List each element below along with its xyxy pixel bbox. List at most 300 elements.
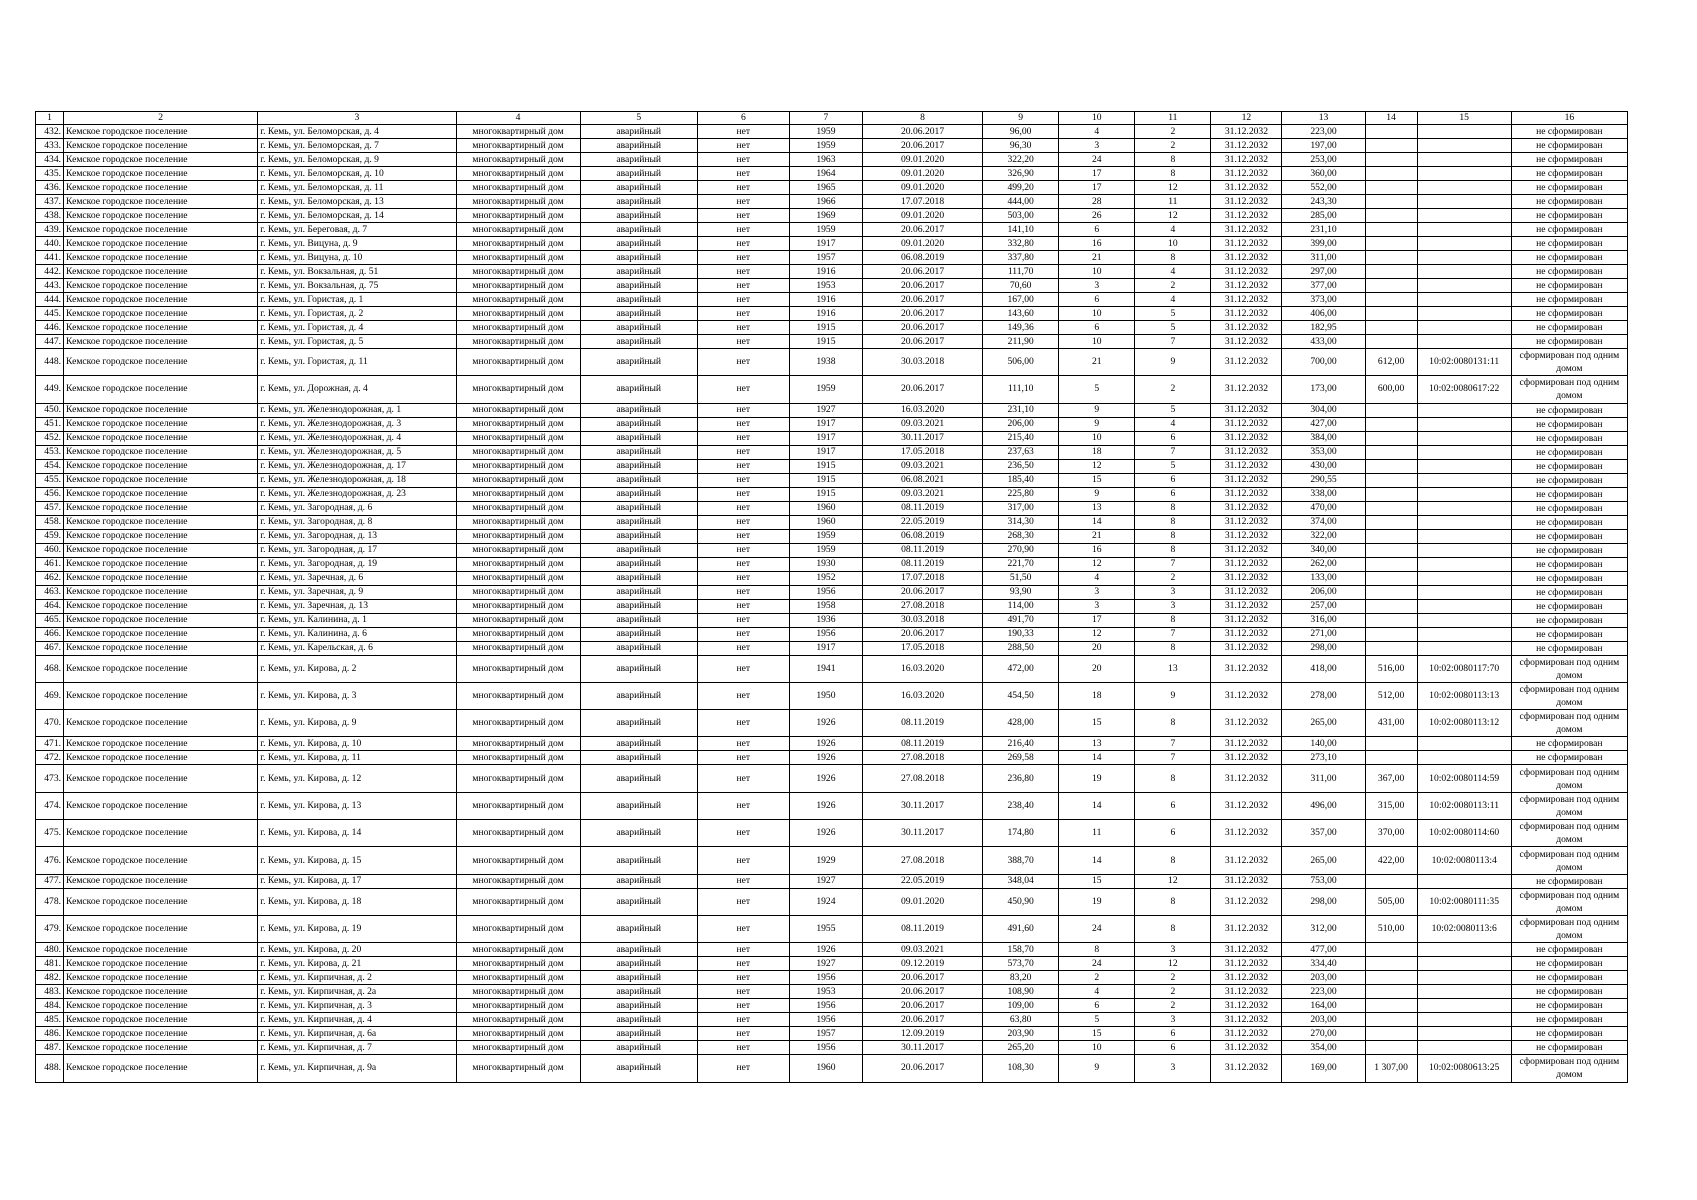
year-built-cell: 1960	[789, 515, 862, 529]
building-type-cell: многоквартирный дом	[456, 1013, 580, 1027]
address-cell: г. Кемь, ул. Кирова, д. 2	[258, 655, 456, 682]
table-row	[36, 1055, 1628, 1082]
cadastral-number-cell	[1417, 167, 1511, 181]
land-plot-status-cell: не сформирован	[1511, 737, 1627, 751]
address-cell: г. Кемь, ул. Железнодорожная, д. 18	[258, 473, 456, 487]
special-status-cell: нет	[697, 153, 789, 167]
building-type-cell: многоквартирный дом	[456, 335, 580, 349]
land-area-cell: 197,00	[1282, 139, 1365, 153]
flats-cell: 7	[1135, 445, 1211, 459]
plot-area-cell	[1365, 515, 1417, 529]
building-type-cell: многоквартирный дом	[456, 599, 580, 613]
land-area-cell: 133,00	[1282, 571, 1365, 585]
plot-area-cell	[1365, 251, 1417, 265]
plot-area-cell	[1365, 1027, 1417, 1041]
plot-area-cell: 510,00	[1365, 915, 1417, 942]
residents-cell: 11	[1059, 820, 1135, 847]
condition-cell: аварийный	[580, 223, 697, 237]
condition-cell: аварийный	[580, 985, 697, 999]
building-type-cell: многоквартирный дом	[456, 529, 580, 543]
recognition-date-cell: 27.08.2018	[862, 765, 982, 792]
municipality-cell: Кемское городское поселение	[64, 251, 258, 265]
residents-cell: 21	[1059, 349, 1135, 376]
row-number-cell: 478.	[36, 888, 64, 915]
land-area-cell: 290,55	[1282, 473, 1365, 487]
cadastral-number-cell: 10:02:0080114:60	[1417, 820, 1511, 847]
relocation-deadline-cell: 31.12.2032	[1211, 543, 1282, 557]
condition-cell: аварийный	[580, 431, 697, 445]
cadastral-number-cell: 10:02:0080113:13	[1417, 682, 1511, 709]
table-row	[36, 599, 1628, 613]
recognition-date-cell: 09.01.2020	[862, 153, 982, 167]
cadastral-number-cell	[1417, 613, 1511, 627]
building-type-cell: многоквартирный дом	[456, 1055, 580, 1082]
special-status-cell: нет	[697, 1027, 789, 1041]
land-plot-status-cell: не сформирован	[1511, 459, 1627, 473]
municipality-cell: Кемское городское поселение	[64, 125, 258, 139]
row-number-cell: 468.	[36, 655, 64, 682]
land-plot-status-cell: не сформирован	[1511, 1041, 1627, 1055]
relocation-deadline-cell: 31.12.2032	[1211, 167, 1282, 181]
cadastral-number-cell	[1417, 599, 1511, 613]
special-status-cell: нет	[697, 999, 789, 1013]
address-cell: г. Кемь, ул. Кирпичная, д. 2	[258, 971, 456, 985]
row-number-cell: 457.	[36, 501, 64, 515]
relocation-deadline-cell: 31.12.2032	[1211, 1027, 1282, 1041]
special-status-cell: нет	[697, 820, 789, 847]
row-number-cell: 473.	[36, 765, 64, 792]
land-area-cell: 399,00	[1282, 237, 1365, 251]
table-row	[36, 473, 1628, 487]
residents-cell: 3	[1059, 139, 1135, 153]
flats-cell: 2	[1135, 376, 1211, 403]
table-row	[36, 223, 1628, 237]
year-built-cell: 1957	[789, 1027, 862, 1041]
residents-cell: 20	[1059, 655, 1135, 682]
land-plot-status-cell: сформирован под одним домом	[1511, 655, 1627, 682]
year-built-cell: 1915	[789, 487, 862, 501]
land-area-cell: 169,00	[1282, 1055, 1365, 1082]
table-row	[36, 792, 1628, 819]
condition-cell: аварийный	[580, 543, 697, 557]
table-row	[36, 251, 1628, 265]
recognition-date-cell: 20.06.2017	[862, 627, 982, 641]
land-area-cell: 206,00	[1282, 585, 1365, 599]
building-type-cell: многоквартирный дом	[456, 985, 580, 999]
land-plot-status-cell: не сформирован	[1511, 1027, 1627, 1041]
total-area-cell: 265,20	[983, 1041, 1059, 1055]
building-type-cell: многоквартирный дом	[456, 403, 580, 417]
residents-cell: 12	[1059, 627, 1135, 641]
building-type-cell: многоквартирный дом	[456, 571, 580, 585]
flats-cell: 8	[1135, 915, 1211, 942]
column-header-residents: 10	[1059, 112, 1135, 125]
residents-cell: 6	[1059, 223, 1135, 237]
recognition-date-cell: 30.11.2017	[862, 431, 982, 445]
cadastral-number-cell	[1417, 999, 1511, 1013]
year-built-cell: 1953	[789, 985, 862, 999]
total-area-cell: 236,50	[983, 459, 1059, 473]
year-built-cell: 1941	[789, 655, 862, 682]
condition-cell: аварийный	[580, 571, 697, 585]
residents-cell: 9	[1059, 487, 1135, 501]
address-cell: г. Кемь, ул. Железнодорожная, д. 3	[258, 417, 456, 431]
building-type-cell: многоквартирный дом	[456, 737, 580, 751]
municipality-cell: Кемское городское поселение	[64, 682, 258, 709]
flats-cell: 7	[1135, 751, 1211, 765]
relocation-deadline-cell: 31.12.2032	[1211, 335, 1282, 349]
table-row	[36, 888, 1628, 915]
total-area-cell: 108,90	[983, 985, 1059, 999]
table-row	[36, 943, 1628, 957]
municipality-cell: Кемское городское поселение	[64, 820, 258, 847]
relocation-deadline-cell: 31.12.2032	[1211, 765, 1282, 792]
year-built-cell: 1965	[789, 181, 862, 195]
year-built-cell: 1926	[789, 710, 862, 737]
total-area-cell: 472,00	[983, 655, 1059, 682]
land-area-cell: 304,00	[1282, 403, 1365, 417]
row-number-cell: 447.	[36, 335, 64, 349]
land-area-cell: 203,00	[1282, 971, 1365, 985]
land-plot-status-cell: не сформирован	[1511, 237, 1627, 251]
plot-area-cell: 422,00	[1365, 847, 1417, 874]
condition-cell: аварийный	[580, 874, 697, 888]
flats-cell: 6	[1135, 431, 1211, 445]
year-built-cell: 1959	[789, 529, 862, 543]
land-plot-status-cell: не сформирован	[1511, 279, 1627, 293]
flats-cell: 9	[1135, 349, 1211, 376]
total-area-cell: 491,60	[983, 915, 1059, 942]
plot-area-cell	[1365, 627, 1417, 641]
municipality-cell: Кемское городское поселение	[64, 515, 258, 529]
special-status-cell: нет	[697, 1041, 789, 1055]
relocation-deadline-cell: 31.12.2032	[1211, 1055, 1282, 1082]
year-built-cell: 1915	[789, 459, 862, 473]
row-number-cell: 471.	[36, 737, 64, 751]
year-built-cell: 1938	[789, 349, 862, 376]
special-status-cell: нет	[697, 710, 789, 737]
flats-cell: 12	[1135, 874, 1211, 888]
municipality-cell: Кемское городское поселение	[64, 209, 258, 223]
year-built-cell: 1917	[789, 641, 862, 655]
total-area-cell: 190,33	[983, 627, 1059, 641]
year-built-cell: 1917	[789, 445, 862, 459]
row-number-cell: 458.	[36, 515, 64, 529]
residents-cell: 2	[1059, 971, 1135, 985]
year-built-cell: 1936	[789, 613, 862, 627]
relocation-deadline-cell: 31.12.2032	[1211, 751, 1282, 765]
recognition-date-cell: 20.06.2017	[862, 335, 982, 349]
table-row	[36, 957, 1628, 971]
relocation-deadline-cell: 31.12.2032	[1211, 487, 1282, 501]
land-plot-status-cell: не сформирован	[1511, 223, 1627, 237]
land-plot-status-cell: не сформирован	[1511, 999, 1627, 1013]
special-status-cell: нет	[697, 971, 789, 985]
cadastral-number-cell	[1417, 641, 1511, 655]
year-built-cell: 1917	[789, 431, 862, 445]
address-cell: г. Кемь, ул. Железнодорожная, д. 5	[258, 445, 456, 459]
table-row	[36, 585, 1628, 599]
land-area-cell: 322,00	[1282, 529, 1365, 543]
condition-cell: аварийный	[580, 153, 697, 167]
special-status-cell: нет	[697, 627, 789, 641]
address-cell: г. Кемь, ул. Железнодорожная, д. 4	[258, 431, 456, 445]
building-type-cell: многоквартирный дом	[456, 125, 580, 139]
special-status-cell: нет	[697, 473, 789, 487]
relocation-deadline-cell: 31.12.2032	[1211, 888, 1282, 915]
land-plot-status-cell: сформирован под одним домом	[1511, 349, 1627, 376]
flats-cell: 8	[1135, 529, 1211, 543]
relocation-deadline-cell: 31.12.2032	[1211, 459, 1282, 473]
recognition-date-cell: 08.11.2019	[862, 557, 982, 571]
land-area-cell: 223,00	[1282, 985, 1365, 999]
residents-cell: 5	[1059, 376, 1135, 403]
year-built-cell: 1953	[789, 279, 862, 293]
address-cell: г. Кемь, ул. Загородная, д. 6	[258, 501, 456, 515]
year-built-cell: 1927	[789, 874, 862, 888]
condition-cell: аварийный	[580, 139, 697, 153]
recognition-date-cell: 20.06.2017	[862, 999, 982, 1013]
special-status-cell: нет	[697, 209, 789, 223]
relocation-deadline-cell: 31.12.2032	[1211, 139, 1282, 153]
table-row	[36, 529, 1628, 543]
special-status-cell: нет	[697, 957, 789, 971]
residents-cell: 10	[1059, 335, 1135, 349]
land-area-cell: 340,00	[1282, 543, 1365, 557]
condition-cell: аварийный	[580, 125, 697, 139]
condition-cell: аварийный	[580, 765, 697, 792]
municipality-cell: Кемское городское поселение	[64, 293, 258, 307]
relocation-deadline-cell: 31.12.2032	[1211, 682, 1282, 709]
year-built-cell: 1959	[789, 543, 862, 557]
total-area-cell: 111,10	[983, 376, 1059, 403]
year-built-cell: 1959	[789, 223, 862, 237]
land-area-cell: 265,00	[1282, 847, 1365, 874]
plot-area-cell	[1365, 985, 1417, 999]
land-area-cell: 257,00	[1282, 599, 1365, 613]
land-area-cell: 700,00	[1282, 349, 1365, 376]
condition-cell: аварийный	[580, 487, 697, 501]
flats-cell: 2	[1135, 279, 1211, 293]
total-area-cell: 93,90	[983, 585, 1059, 599]
land-plot-status-cell: не сформирован	[1511, 627, 1627, 641]
total-area-cell: 114,00	[983, 599, 1059, 613]
building-type-cell: многоквартирный дом	[456, 820, 580, 847]
land-plot-status-cell: не сформирован	[1511, 473, 1627, 487]
land-plot-status-cell: сформирован под одним домом	[1511, 1055, 1627, 1082]
plot-area-cell	[1365, 571, 1417, 585]
relocation-deadline-cell: 31.12.2032	[1211, 641, 1282, 655]
residents-cell: 28	[1059, 195, 1135, 209]
address-cell: г. Кемь, ул. Кирпичная, д. 4	[258, 1013, 456, 1027]
municipality-cell: Кемское городское поселение	[64, 139, 258, 153]
cadastral-number-cell	[1417, 125, 1511, 139]
relocation-deadline-cell: 31.12.2032	[1211, 943, 1282, 957]
plot-area-cell	[1365, 167, 1417, 181]
total-area-cell: 174,80	[983, 820, 1059, 847]
row-number-cell: 459.	[36, 529, 64, 543]
condition-cell: аварийный	[580, 585, 697, 599]
row-number-cell: 488.	[36, 1055, 64, 1082]
plot-area-cell	[1365, 125, 1417, 139]
table-header-row	[36, 112, 1628, 125]
municipality-cell: Кемское городское поселение	[64, 627, 258, 641]
cadastral-number-cell	[1417, 223, 1511, 237]
relocation-deadline-cell: 31.12.2032	[1211, 585, 1282, 599]
municipality-cell: Кемское городское поселение	[64, 376, 258, 403]
year-built-cell: 1956	[789, 1041, 862, 1055]
residents-cell: 20	[1059, 641, 1135, 655]
residents-cell: 15	[1059, 473, 1135, 487]
special-status-cell: нет	[697, 223, 789, 237]
flats-cell: 8	[1135, 613, 1211, 627]
residents-cell: 24	[1059, 153, 1135, 167]
total-area-cell: 141,10	[983, 223, 1059, 237]
residents-cell: 14	[1059, 515, 1135, 529]
address-cell: г. Кемь, ул. Железнодорожная, д. 1	[258, 403, 456, 417]
relocation-deadline-cell: 31.12.2032	[1211, 1013, 1282, 1027]
plot-area-cell	[1365, 209, 1417, 223]
land-area-cell: 231,10	[1282, 223, 1365, 237]
relocation-deadline-cell: 31.12.2032	[1211, 571, 1282, 585]
special-status-cell: нет	[697, 181, 789, 195]
address-cell: г. Кемь, ул. Беломорская, д. 14	[258, 209, 456, 223]
total-area-cell: 491,70	[983, 613, 1059, 627]
total-area-cell: 211,90	[983, 335, 1059, 349]
residents-cell: 16	[1059, 237, 1135, 251]
plot-area-cell	[1365, 237, 1417, 251]
cadastral-number-cell	[1417, 265, 1511, 279]
plot-area-cell: 516,00	[1365, 655, 1417, 682]
table-row	[36, 139, 1628, 153]
building-type-cell: многоквартирный дом	[456, 153, 580, 167]
recognition-date-cell: 09.03.2021	[862, 943, 982, 957]
condition-cell: аварийный	[580, 682, 697, 709]
row-number-cell: 463.	[36, 585, 64, 599]
address-cell: г. Кемь, ул. Кирова, д. 18	[258, 888, 456, 915]
plot-area-cell	[1365, 459, 1417, 473]
land-plot-status-cell: не сформирован	[1511, 529, 1627, 543]
relocation-deadline-cell: 31.12.2032	[1211, 971, 1282, 985]
address-cell: г. Кемь, ул. Вокзальная, д. 51	[258, 265, 456, 279]
flats-cell: 2	[1135, 971, 1211, 985]
plot-area-cell	[1365, 543, 1417, 557]
year-built-cell: 1956	[789, 627, 862, 641]
cadastral-number-cell: 10:02:0080113:12	[1417, 710, 1511, 737]
address-cell: г. Кемь, ул. Кирова, д. 14	[258, 820, 456, 847]
municipality-cell: Кемское городское поселение	[64, 167, 258, 181]
row-number-cell: 451.	[36, 417, 64, 431]
total-area-cell: 268,30	[983, 529, 1059, 543]
table-row	[36, 737, 1628, 751]
land-area-cell: 298,00	[1282, 888, 1365, 915]
plot-area-cell	[1365, 223, 1417, 237]
table-row	[36, 265, 1628, 279]
municipality-cell: Кемское городское поселение	[64, 403, 258, 417]
municipality-cell: Кемское городское поселение	[64, 585, 258, 599]
relocation-deadline-cell: 31.12.2032	[1211, 999, 1282, 1013]
column-header-land-plot-status: 16	[1511, 112, 1627, 125]
recognition-date-cell: 30.11.2017	[862, 820, 982, 847]
building-type-cell: многоквартирный дом	[456, 279, 580, 293]
residents-cell: 19	[1059, 765, 1135, 792]
land-plot-status-cell: не сформирован	[1511, 251, 1627, 265]
flats-cell: 8	[1135, 515, 1211, 529]
land-area-cell: 552,00	[1282, 181, 1365, 195]
address-cell: г. Кемь, ул. Заречная, д. 6	[258, 571, 456, 585]
year-built-cell: 1956	[789, 585, 862, 599]
condition-cell: аварийный	[580, 321, 697, 335]
relocation-deadline-cell: 31.12.2032	[1211, 613, 1282, 627]
table-row	[36, 627, 1628, 641]
row-number-cell: 438.	[36, 209, 64, 223]
residents-cell: 15	[1059, 1027, 1135, 1041]
residents-cell: 10	[1059, 1041, 1135, 1055]
building-type-cell: многоквартирный дом	[456, 1027, 580, 1041]
total-area-cell: 238,40	[983, 792, 1059, 819]
flats-cell: 8	[1135, 167, 1211, 181]
flats-cell: 11	[1135, 195, 1211, 209]
residents-cell: 3	[1059, 585, 1135, 599]
table-row	[36, 641, 1628, 655]
municipality-cell: Кемское городское поселение	[64, 237, 258, 251]
building-type-cell: многоквартирный дом	[456, 223, 580, 237]
relocation-deadline-cell: 31.12.2032	[1211, 265, 1282, 279]
special-status-cell: нет	[697, 557, 789, 571]
land-area-cell: 311,00	[1282, 251, 1365, 265]
cadastral-number-cell	[1417, 957, 1511, 971]
recognition-date-cell: 08.11.2019	[862, 737, 982, 751]
table-row	[36, 431, 1628, 445]
year-built-cell: 1959	[789, 376, 862, 403]
recognition-date-cell: 30.11.2017	[862, 1041, 982, 1055]
land-area-cell: 353,00	[1282, 445, 1365, 459]
special-status-cell: нет	[697, 237, 789, 251]
land-area-cell: 373,00	[1282, 293, 1365, 307]
table-row	[36, 820, 1628, 847]
condition-cell: аварийный	[580, 888, 697, 915]
recognition-date-cell: 08.11.2019	[862, 543, 982, 557]
special-status-cell: нет	[697, 167, 789, 181]
table-row	[36, 501, 1628, 515]
table-row	[36, 874, 1628, 888]
land-plot-status-cell: сформирован под одним домом	[1511, 915, 1627, 942]
land-plot-status-cell: не сформирован	[1511, 543, 1627, 557]
total-area-cell: 322,20	[983, 153, 1059, 167]
total-area-cell: 269,58	[983, 751, 1059, 765]
flats-cell: 4	[1135, 293, 1211, 307]
building-type-cell: многоквартирный дом	[456, 501, 580, 515]
land-area-cell: 262,00	[1282, 557, 1365, 571]
building-type-cell: многоквартирный дом	[456, 792, 580, 819]
table-row	[36, 417, 1628, 431]
flats-cell: 6	[1135, 792, 1211, 819]
relocation-deadline-cell: 31.12.2032	[1211, 529, 1282, 543]
special-status-cell: нет	[697, 888, 789, 915]
total-area-cell: 70,60	[983, 279, 1059, 293]
plot-area-cell	[1365, 473, 1417, 487]
relocation-deadline-cell: 31.12.2032	[1211, 445, 1282, 459]
special-status-cell: нет	[697, 985, 789, 999]
condition-cell: аварийный	[580, 167, 697, 181]
recognition-date-cell: 30.03.2018	[862, 613, 982, 627]
recognition-date-cell: 27.08.2018	[862, 847, 982, 874]
cadastral-number-cell	[1417, 529, 1511, 543]
plot-area-cell	[1365, 613, 1417, 627]
flats-cell: 8	[1135, 641, 1211, 655]
land-plot-status-cell: не сформирован	[1511, 265, 1627, 279]
condition-cell: аварийный	[580, 641, 697, 655]
